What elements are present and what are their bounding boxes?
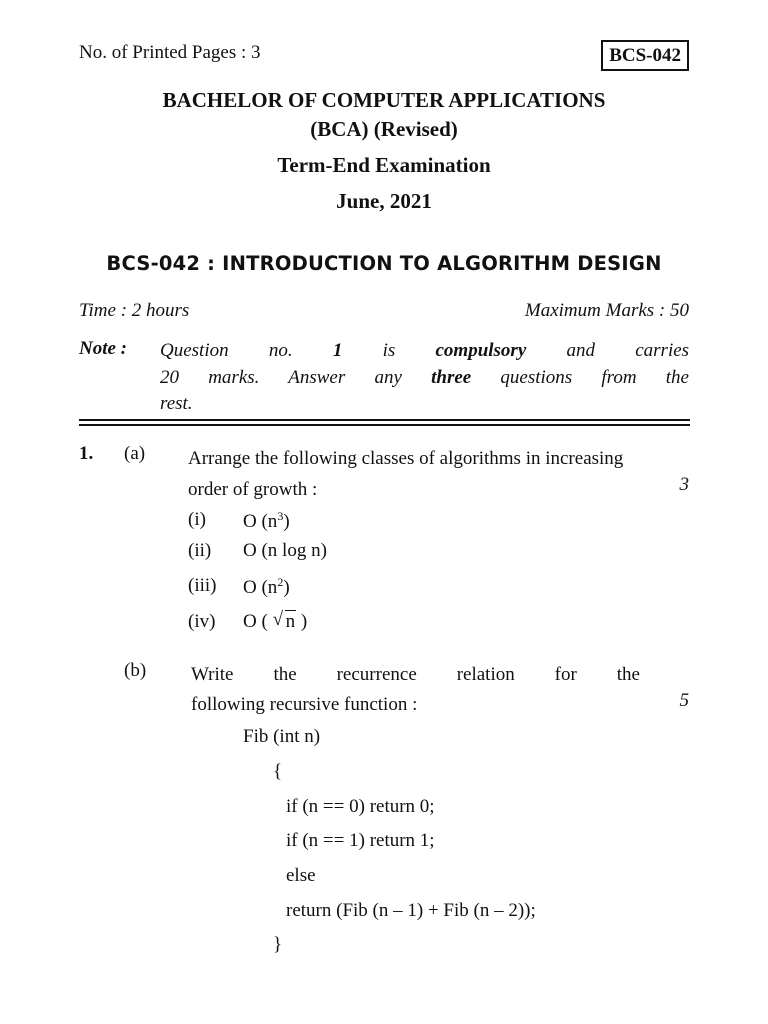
option-text-close: ) (283, 511, 290, 532)
option-text-base: O ( (243, 611, 268, 632)
note-question-number: 1 (332, 340, 343, 361)
code-line-signature: Fib (int n) (243, 726, 321, 747)
code-line-open-brace: { (273, 761, 283, 782)
printed-pages-count: No. of Printed Pages : 3 (79, 42, 261, 63)
note-text (160, 338, 689, 418)
note-text-part: and carries (566, 340, 690, 361)
note-compulsory: compulsory (435, 340, 527, 361)
option-exponent: 3 (277, 509, 284, 523)
double-rule-bottom (79, 424, 690, 426)
exam-date: June, 2021 (336, 189, 432, 213)
option-ii-text: O (n log n) (243, 540, 327, 561)
option-i-label: (i) (188, 509, 206, 530)
square-root-symbol (273, 611, 297, 633)
time-allowed: Time : 2 hours (79, 300, 190, 321)
option-ii-label: (ii) (188, 540, 212, 561)
part-b-text (191, 660, 640, 720)
note-row-2 (160, 365, 689, 392)
option-i-text (243, 509, 290, 533)
part-b-label: (b) (124, 660, 147, 681)
programme-subtitle: (BCA) (Revised) (310, 117, 458, 141)
option-text-base: O (n (243, 577, 278, 598)
question-number: 1. (79, 443, 94, 464)
part-a-text: Arrange the following classes of algorithms in increasing order of growth : (188, 448, 624, 500)
note-three: three (431, 366, 472, 388)
part-a-label: (a) (124, 443, 146, 464)
course-title: BCS-042 : INTRODUCTION TO ALGORITHM DESIGN (106, 252, 662, 275)
option-text-base: O (n (243, 511, 278, 532)
note-row-3: rest. (160, 393, 193, 414)
code-line-if-one: if (n == 1) return 1; (286, 830, 435, 851)
radicand: n (285, 611, 296, 632)
code-line-close-brace: } (273, 934, 283, 955)
part-a-marks: 3 (679, 474, 689, 495)
part-b-row-1: Write the recurrence relation for the (191, 664, 640, 685)
note-row-1 (160, 338, 689, 365)
option-text-close: ) (283, 577, 290, 598)
option-text-close: ) (300, 611, 308, 632)
part-b-row-2: following recursive function : (191, 694, 418, 715)
code-line-return: return (Fib (n – 1) + Fib (n – 2)); (286, 900, 536, 921)
code-line-if-zero: if (n == 0) return 0; (286, 796, 435, 817)
double-rule-top (79, 419, 690, 421)
note-text-part: is (382, 340, 396, 361)
note-label: Note : (79, 338, 128, 359)
note-text-part: questions from the (500, 366, 689, 388)
note-text-part: Question no. (160, 340, 293, 361)
exam-type: Term-End Examination (277, 153, 491, 177)
option-exponent: 2 (277, 575, 284, 589)
option-iv-text (243, 611, 307, 633)
option-iv-label: (iv) (188, 611, 216, 632)
maximum-marks: Maximum Marks : 50 (524, 300, 689, 321)
note-text-part: 20 marks. Answer any (160, 366, 402, 388)
programme-title: BACHELOR OF COMPUTER APPLICATIONS (162, 88, 606, 112)
part-b-marks: 5 (679, 690, 689, 711)
course-code-box: BCS-042 (601, 40, 689, 71)
option-iii-text (243, 575, 290, 599)
option-iii-label: (iii) (188, 575, 217, 596)
code-line-else: else (286, 865, 316, 886)
